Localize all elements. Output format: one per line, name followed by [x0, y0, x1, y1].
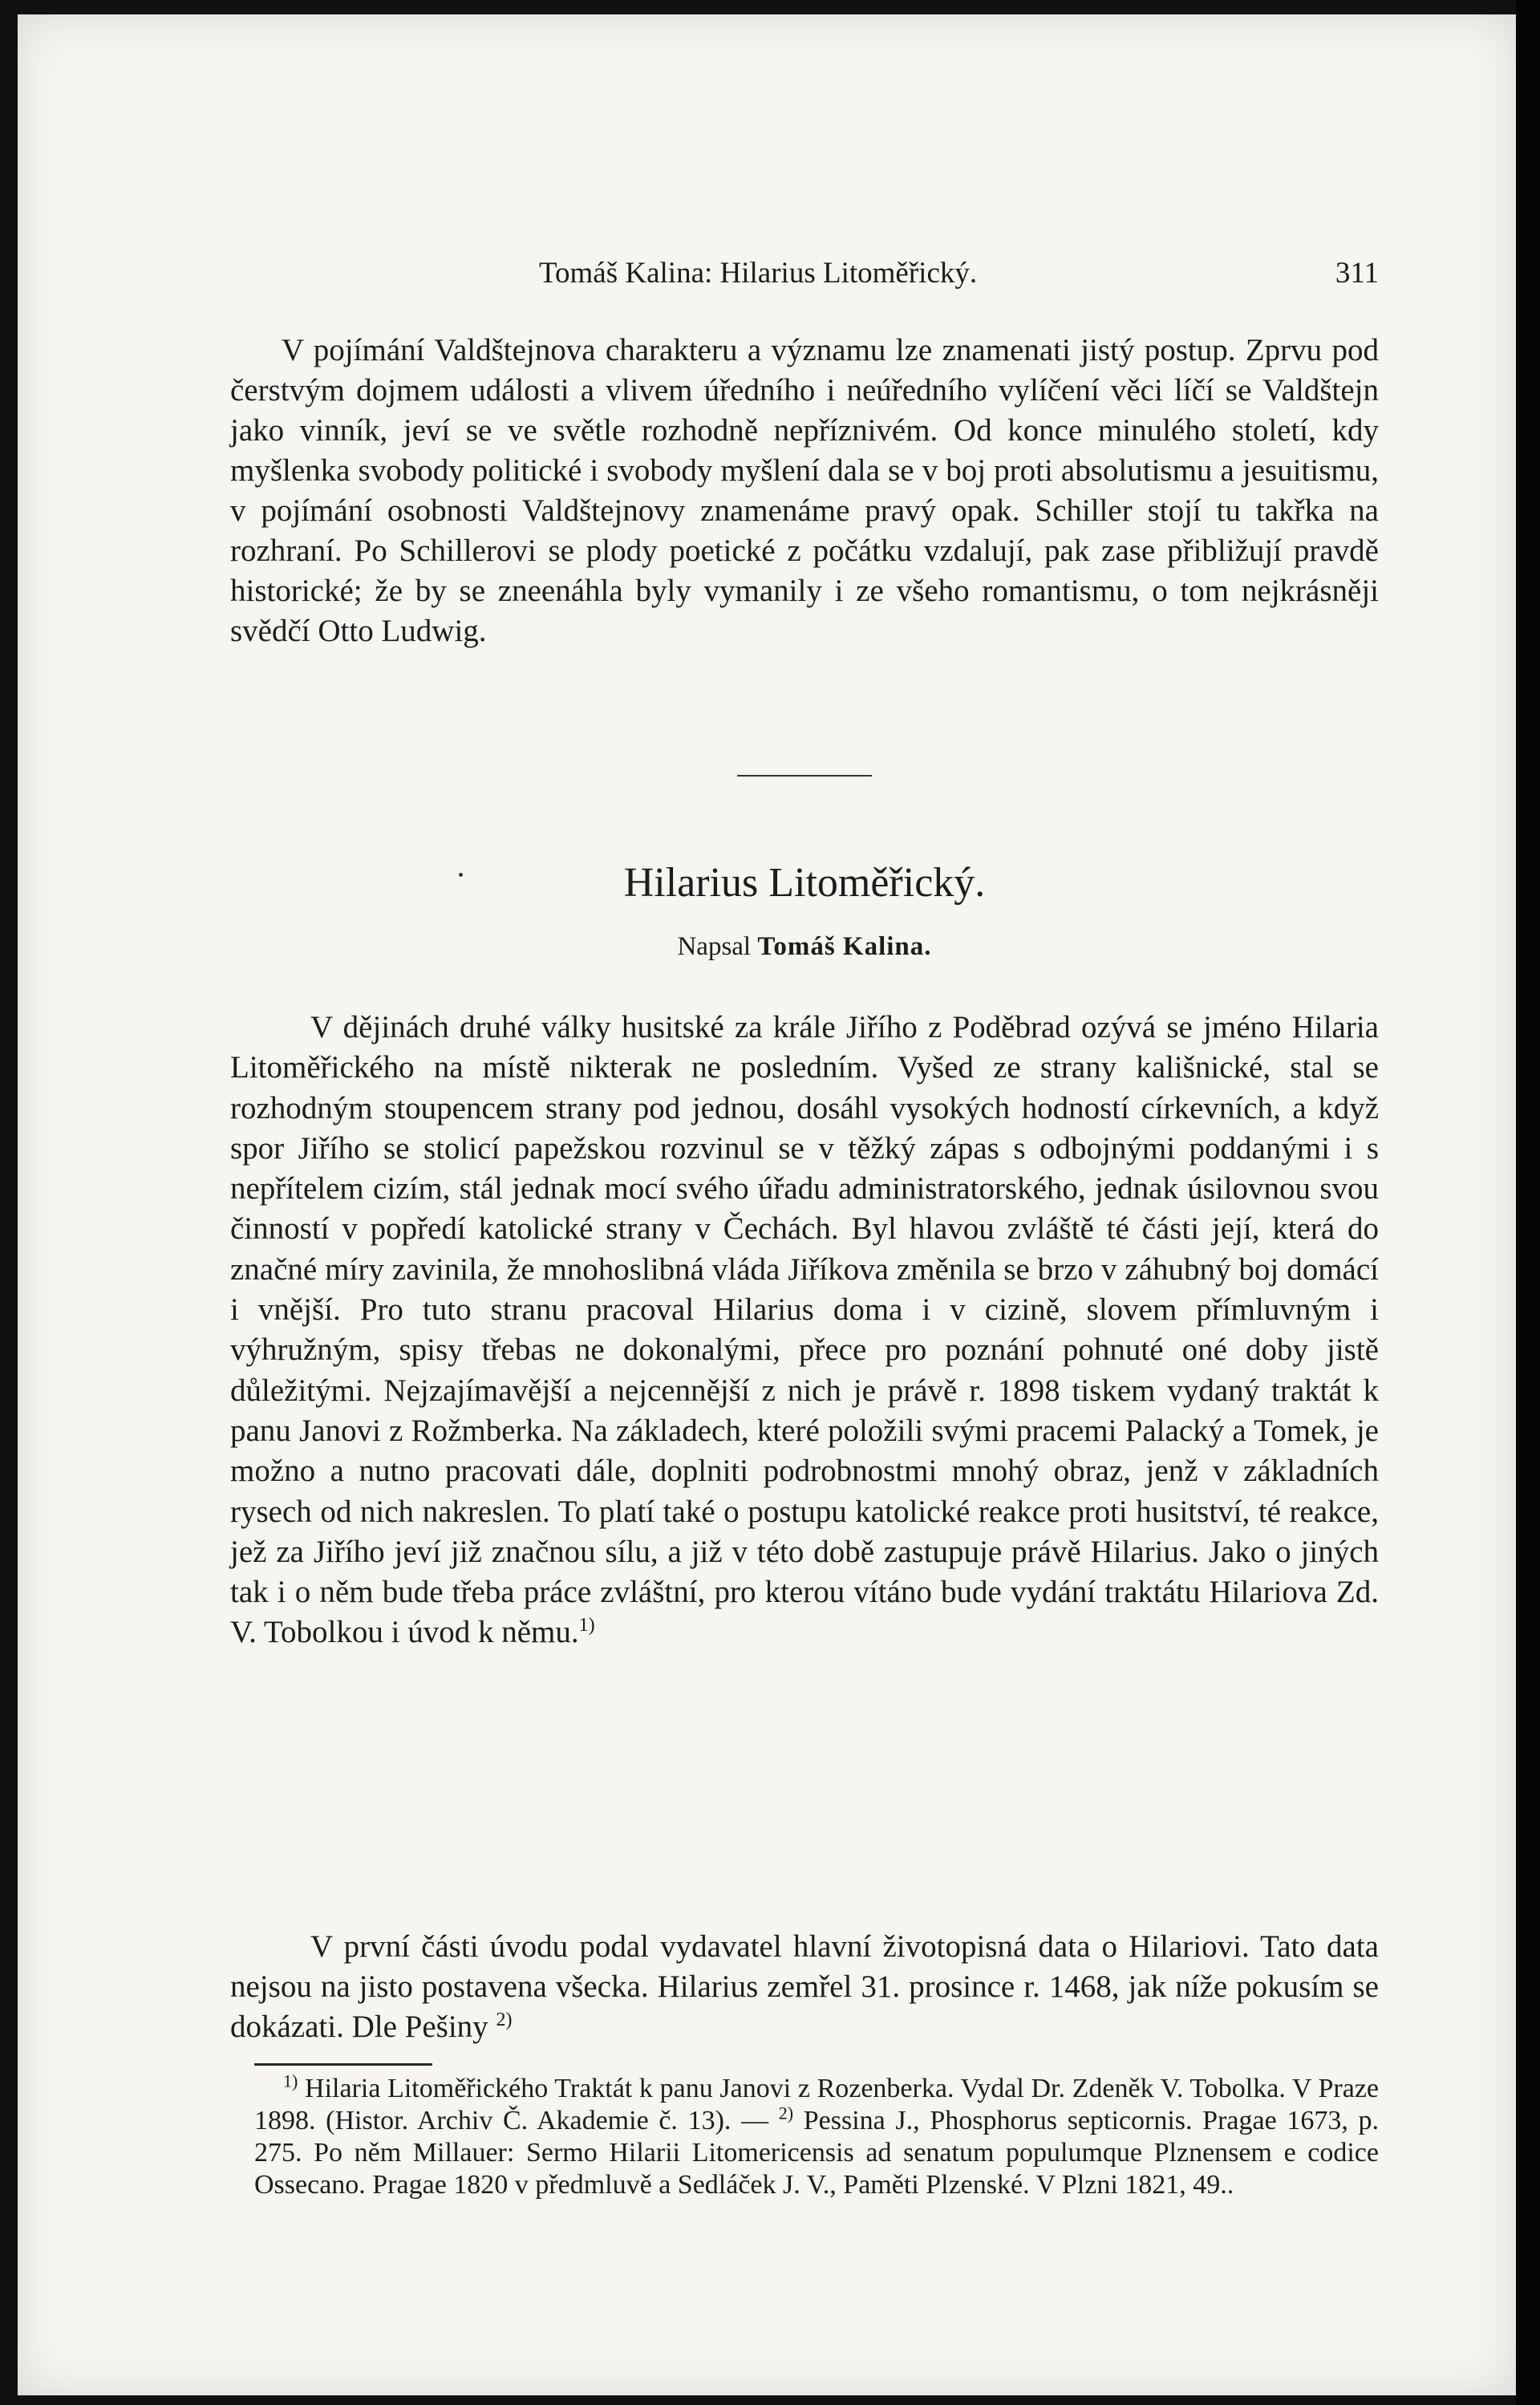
article-paragraph-2-text: V první části úvodu podal vydavatel hlavní životopisná data o Hilariovi. Tato data nejsou na jisto postavena všecka. Hilarius zemřel 31. prosince r. 1468, jak níže pokusím se dokázati. Dle Pešiny	[230, 1929, 1379, 2044]
footnote-rule	[254, 2063, 432, 2066]
running-title: Tomáš Kalina: Hilarius Litoměřický.	[539, 257, 978, 290]
intro-paragraph: V pojímání Valdštejnova charakteru a významu lze znamenati jistý postup. Zprvu pod čerstvým dojmem události a vlivem úředního i neúředního vylíčení věci líčí se Valdštejn jako vinník, jeví se ve světle rozhodně nepříznivém. Od konce minulého století, kdy myšlenka svobody politické i svobody myšlení dala se v boj proti absolutismu a jesuitismu, v pojímání osobnosti Valdštejnovy znamenáme pravý opak. Schiller stojí tu takřka na rozhraní. Po Schillerovi se plody poetické z počátku vzdalují, pak zase přibližují pravdě historické; že by se zneenáhla byly vymanily i ze všeho romantismu, o tom nejkrásněji svědčí Otto Ludwig.	[230, 333, 1379, 648]
footnote-reference-1[interactable]: 1)	[578, 1615, 595, 1636]
footnote-1-text: Hilaria Litoměřického Traktát k panu Janovi z Rozenberka. Vydal Dr. Zdeněk V. Tobolka. V Praze 1898. (Histor. Archiv Č. Akademie č. 13). —	[254, 2074, 1380, 2135]
byline-prefix: Napsal	[677, 932, 752, 961]
book-page	[18, 14, 1516, 2395]
footnote-1-mark: 1)	[283, 2070, 298, 2091]
footnotes	[254, 2070, 1380, 2201]
byline-author: Tomáš Kalina.	[757, 932, 932, 961]
footnote-2-text: Pessina J., Phosphorus septicornis. Pragae 1673, p. 275. Po něm Millauer: Sermo Hilarii Litomericensis ad senatum populumque Plznensem e codice Ossecano. Pragae 1820 v předmluvě a Sedláček J. V., Paměti Plzenské. V Plzni 1821, 49..	[254, 2106, 1380, 2200]
article-title: Hilarius Litoměřický.	[623, 860, 986, 906]
section-divider	[737, 775, 872, 777]
article-paragraph-1	[230, 1008, 1379, 1653]
article-paragraph-2	[230, 1927, 1379, 2047]
page-number: 311	[1335, 257, 1379, 290]
scan-right-edge	[1516, 0, 1540, 2405]
footnote-reference-2[interactable]: 2)	[496, 2010, 513, 2030]
footnote-2-mark: 2)	[778, 2103, 794, 2123]
article-paragraph-1-text: V dějinách druhé války husitské za krále Jiřího z Poděbrad ozývá se jméno Hilaria Litoměřického na místě nikterak ne posledním. Vyšed ze strany kališnické, stal se rozhodným stoupencem strany pod jednou, dosáhl vysokých hodností církevních, a když spor Jiřího se stolicí papežskou rozvinul se v těžký zápas s odbojnými poddanými i s nepřítelem cizím, stál jednak mocí svého úřadu administratorského, jednak úsilovnou svou činností v popředí katolické strany v Čechách. Byl hlavou zvláště té části její, která do značné míry zavinila, že mnohoslibná vláda Jiříkova změnila se brzo v záhubný boj domácí i vnější. Pro tuto stranu pracoval Hilarius doma i v cizině, slovem přímluvným i výhružným, spisy třebas ne dokonalými, přece pro poznání pohnuté oné doby jistě důležitými. Nejzajímavější a nejcennější z nich je právě r. 1898 tiskem vydaný traktát k panu Janovi z Rožmberka. Na základech, které položili svými pracemi Palacký a Tomek, je možno a nutno pracovati dále, doplniti podrobnostmi mnohý obraz, jenž v základních rysech od nich nakreslen. To platí také o postupu katolické reakce proti husitství, té reakce, jež za Jiřího jeví již značnou sílu, a již v této době zastupuje právě Hilarius. Jako o jiných tak i o něm bude třeba práce zvláštní, pro kterou vítáno bude vydání traktátu Hilariova Zd. V. Tobolkou i úvod k němu.	[230, 1010, 1379, 1650]
byline	[230, 929, 1379, 964]
page-header	[230, 253, 1379, 294]
